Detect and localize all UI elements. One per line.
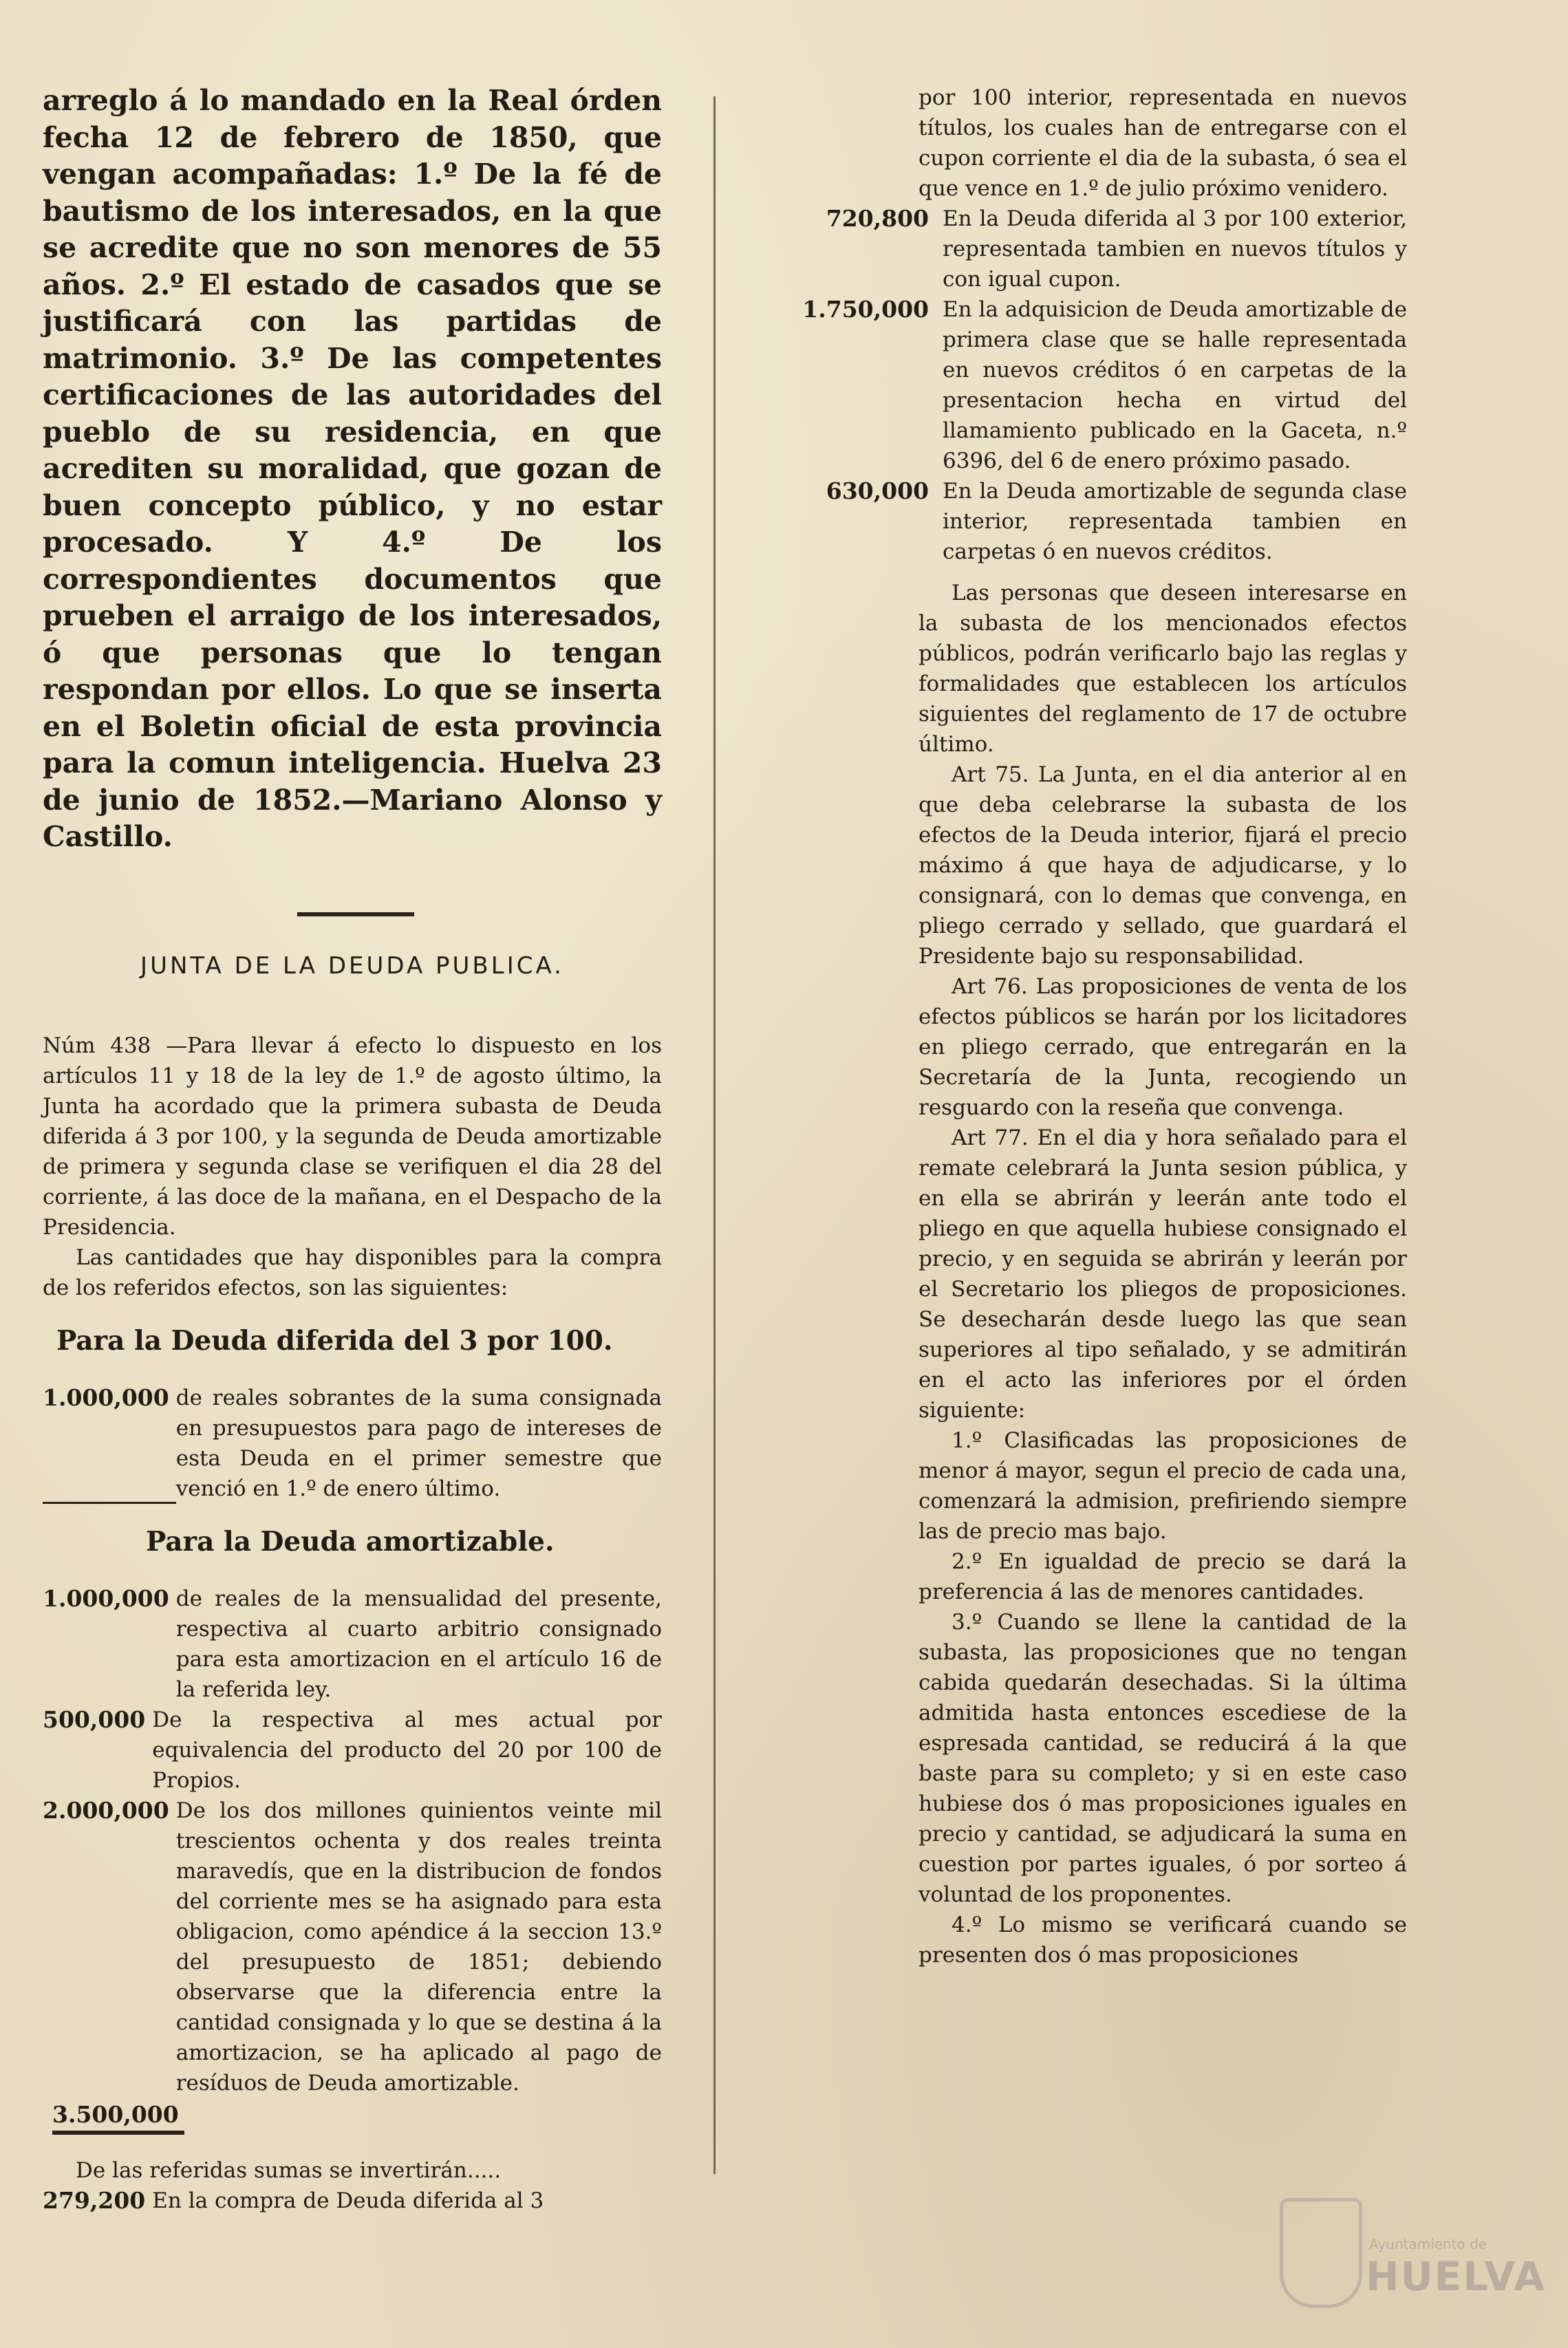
amount-description: En la Deuda amortizable de segunda clase interior, representada tambien en carpetas ó en nuevos créditos. [943, 479, 1407, 564]
rule-3: 3.º Cuando se llene la cantidad de la subasta, las proposiciones que no tengan cabida quedarán desechadas. Si la última admitida hasta entonces escediese de la espresada cantidad, se reducirá á la que baste para su completo; y si en este caso hubiese dos ó mas proposiciones iguales en precio y cantidad, se adjudicará la suma en cuestion por partes iguales, ó por sorteo á voluntad de los proponentes. [919, 1610, 1407, 1907]
archive-watermark [1280, 2198, 1547, 2322]
article-75: Art 75. La Junta, en el dia anterior al en que deba celebrarse la subasta de los efectos de la Deuda interior, fijará el precio máximo á que haya de adjudicarse, y lo consignará, con lo demas que convenga, en pliego cerrado y sellado, que guardará el Presidente bajo su responsabilidad. [919, 762, 1407, 969]
amount: 720,800 [826, 205, 929, 232]
amount-description: de reales de la mensualidad del presente, respectiva al cuarto arbitrio consignado para esta amortizacion en el artículo 16 de la referida ley. [175, 1586, 662, 1702]
amount-description: de reales sobrantes de la suma consignada en presupuestos para pago de intereses de esta Deuda en el primer semestre que venció en 1.º de enero último. [175, 1385, 662, 1501]
amount: 1.750,000 [802, 296, 929, 323]
continuation-text: por 100 interior, representada en nuevos títulos, los cuales han de entregarse con el cupon corriente el dia de la subasta, ó sea el que vence en 1.º de julio próximo venidero. [919, 85, 1407, 201]
article-77: Art 77. En el dia y hora señalado para el remate celebrará la Junta sesion pública, y en ella se abrirán y leerán ante todo el pliego en que aquella hubiese consignado el precio, y en seguida se abrirán y leerán por el Secretario los pliegos de proposiciones. Se desecharán desde luego las que sean superiores al tipo señalado, y se admitirán en el acto las inferiores por el órden siguiente: [919, 1125, 1407, 1423]
column-divider [713, 96, 716, 2174]
rule-4: 4.º Lo mismo se verificará cuando se presenten dos ó mas proposiciones [919, 1913, 1407, 1968]
amount-description: De la respectiva al mes actual por equivalencia del producto del 20 por 100 de Propios. [152, 1707, 662, 1793]
amount-entry [771, 294, 1407, 476]
amount: 1.000,000 [43, 1584, 169, 1612]
watermark-small-text: Ayuntamiento de [1369, 2236, 1488, 2252]
amount-entry [771, 476, 1407, 567]
rule-1: 1.º Clasificadas las proposiciones de menor á mayor, segun el precio de cada una, comenzará la admision, prefiriendo siempre las de precio mas bajo. [919, 1428, 1407, 1544]
amount: 279,200 [43, 2186, 146, 2214]
right-column [771, 83, 1407, 1970]
paragraph: Las personas que deseen interesarse en la subasta de los mencionados efectos públicos, podrán verificarlo bajo las reglas y formalidades que establecen los artículos siguientes del reglamento de 17 de octubre último. [919, 581, 1407, 757]
amount-description: En la Deuda diferida al 3 por 100 exterior, representada tambien en nuevos títulos y con igual cupon. [943, 206, 1407, 292]
regulations-block [771, 578, 1407, 1970]
amount: 2.000,000 [43, 1796, 169, 1824]
total-amount: 3.500,000 [52, 2101, 184, 2135]
watermark-big-text: HUELVA [1366, 2253, 1547, 2300]
amount-entry [43, 2186, 662, 2216]
amount-entry [43, 1705, 662, 1796]
intro-paragraph-2: Las cantidades que hay disponibles para la compra de los referidos efectos, son las siguientes: [43, 1245, 662, 1300]
amount-entry [43, 1383, 662, 1504]
subheading-deuda-diferida: Para la Deuda diferida del 3 por 100. [56, 1324, 613, 1357]
amount: 630,000 [826, 477, 929, 504]
amount-description: En la adquisicion de Deuda amortizable de primera clase que se halle representada en nuevos créditos ó en carpetas de la presentacion hecha en virtud del llamamiento publicado en la Gaceta, n.º 6396, del 6 de enero próximo pasado. [943, 297, 1407, 473]
amount-entry [771, 204, 1407, 294]
amount: 1.000,000 [43, 1383, 176, 1504]
investment-intro: De las referidas sumas se invertirán..... [76, 2157, 502, 2183]
section-heading: JUNTA DE LA DEUDA PUBLICA. [140, 951, 564, 980]
article-76: Art 76. Las proposiciones de venta de los efectos públicos se harán por los licitadores en pliego cerrado, que entregarán en la Secretaría de la Junta, recogiendo un resguardo con la reseña que convenga. [919, 974, 1407, 1120]
coat-of-arms-icon [1280, 2198, 1362, 2308]
subheading-deuda-amortizable: Para la Deuda amortizable. [146, 1525, 555, 1558]
amount-entry [43, 1796, 662, 2098]
amount: 500,000 [43, 1705, 146, 1733]
section-separator [297, 912, 414, 916]
amount-entry [43, 1584, 662, 1705]
amount-description: En la compra de Deuda diferida al 3 [152, 2188, 544, 2213]
lead-paragraph: arreglo á lo mandado en la Real órden fecha 12 de febrero de 1850, que vengan acompañadas: 1.º De la fé de bautismo de los interesados, en la que se acredite que no son menores de 55 años. 2.º El estado de casados que se justificará con las partidas de matrimonio. 3.º De las competentes certificaciones de las autoridades del pueblo de su residencia, en que acrediten su moralidad, que gozan de buen concepto público, y no estar procesado. Y 4.º De los correspondientes documentos que prueben el arraigo de los interesados, ó que personas que lo tengan respondan por ellos. Lo que se inserta en el Boletin oficial de esta provincia para la comun inteligencia. Huelva 23 de junio de 1852.—Mariano Alonso y Castillo. [43, 84, 662, 853]
left-column [43, 83, 662, 2216]
intro-paragraph: Núm 438 —Para llevar á efecto lo dispuesto en los artículos 11 y 18 de la ley de 1.º de agosto último, la Junta ha acordado que la primera subasta de Deuda diferida á 3 por 100, y la segunda de Deuda amortizable de primera y segunda clase se verifiquen el dia 28 del corriente, á las doce de la mañana, en el Despacho de la Presidencia. [43, 1033, 662, 1240]
rule-2: 2.º En igualdad de precio se dará la preferencia á las de menores cantidades. [919, 1549, 1407, 1604]
amount-description: De los dos millones quinientos veinte mil trescientos ochenta y dos reales treinta maravedís, que en la distribucion de fondos del corriente mes se ha asignado para esta obligacion, como apéndice á la seccion 13.º del presupuesto de 1851; debiendo observarse que la diferencia entre la cantidad consignada y lo que se destina á la amortizacion, se ha aplicado al pago de resíduos de Deuda amortizable. [175, 1798, 662, 2096]
